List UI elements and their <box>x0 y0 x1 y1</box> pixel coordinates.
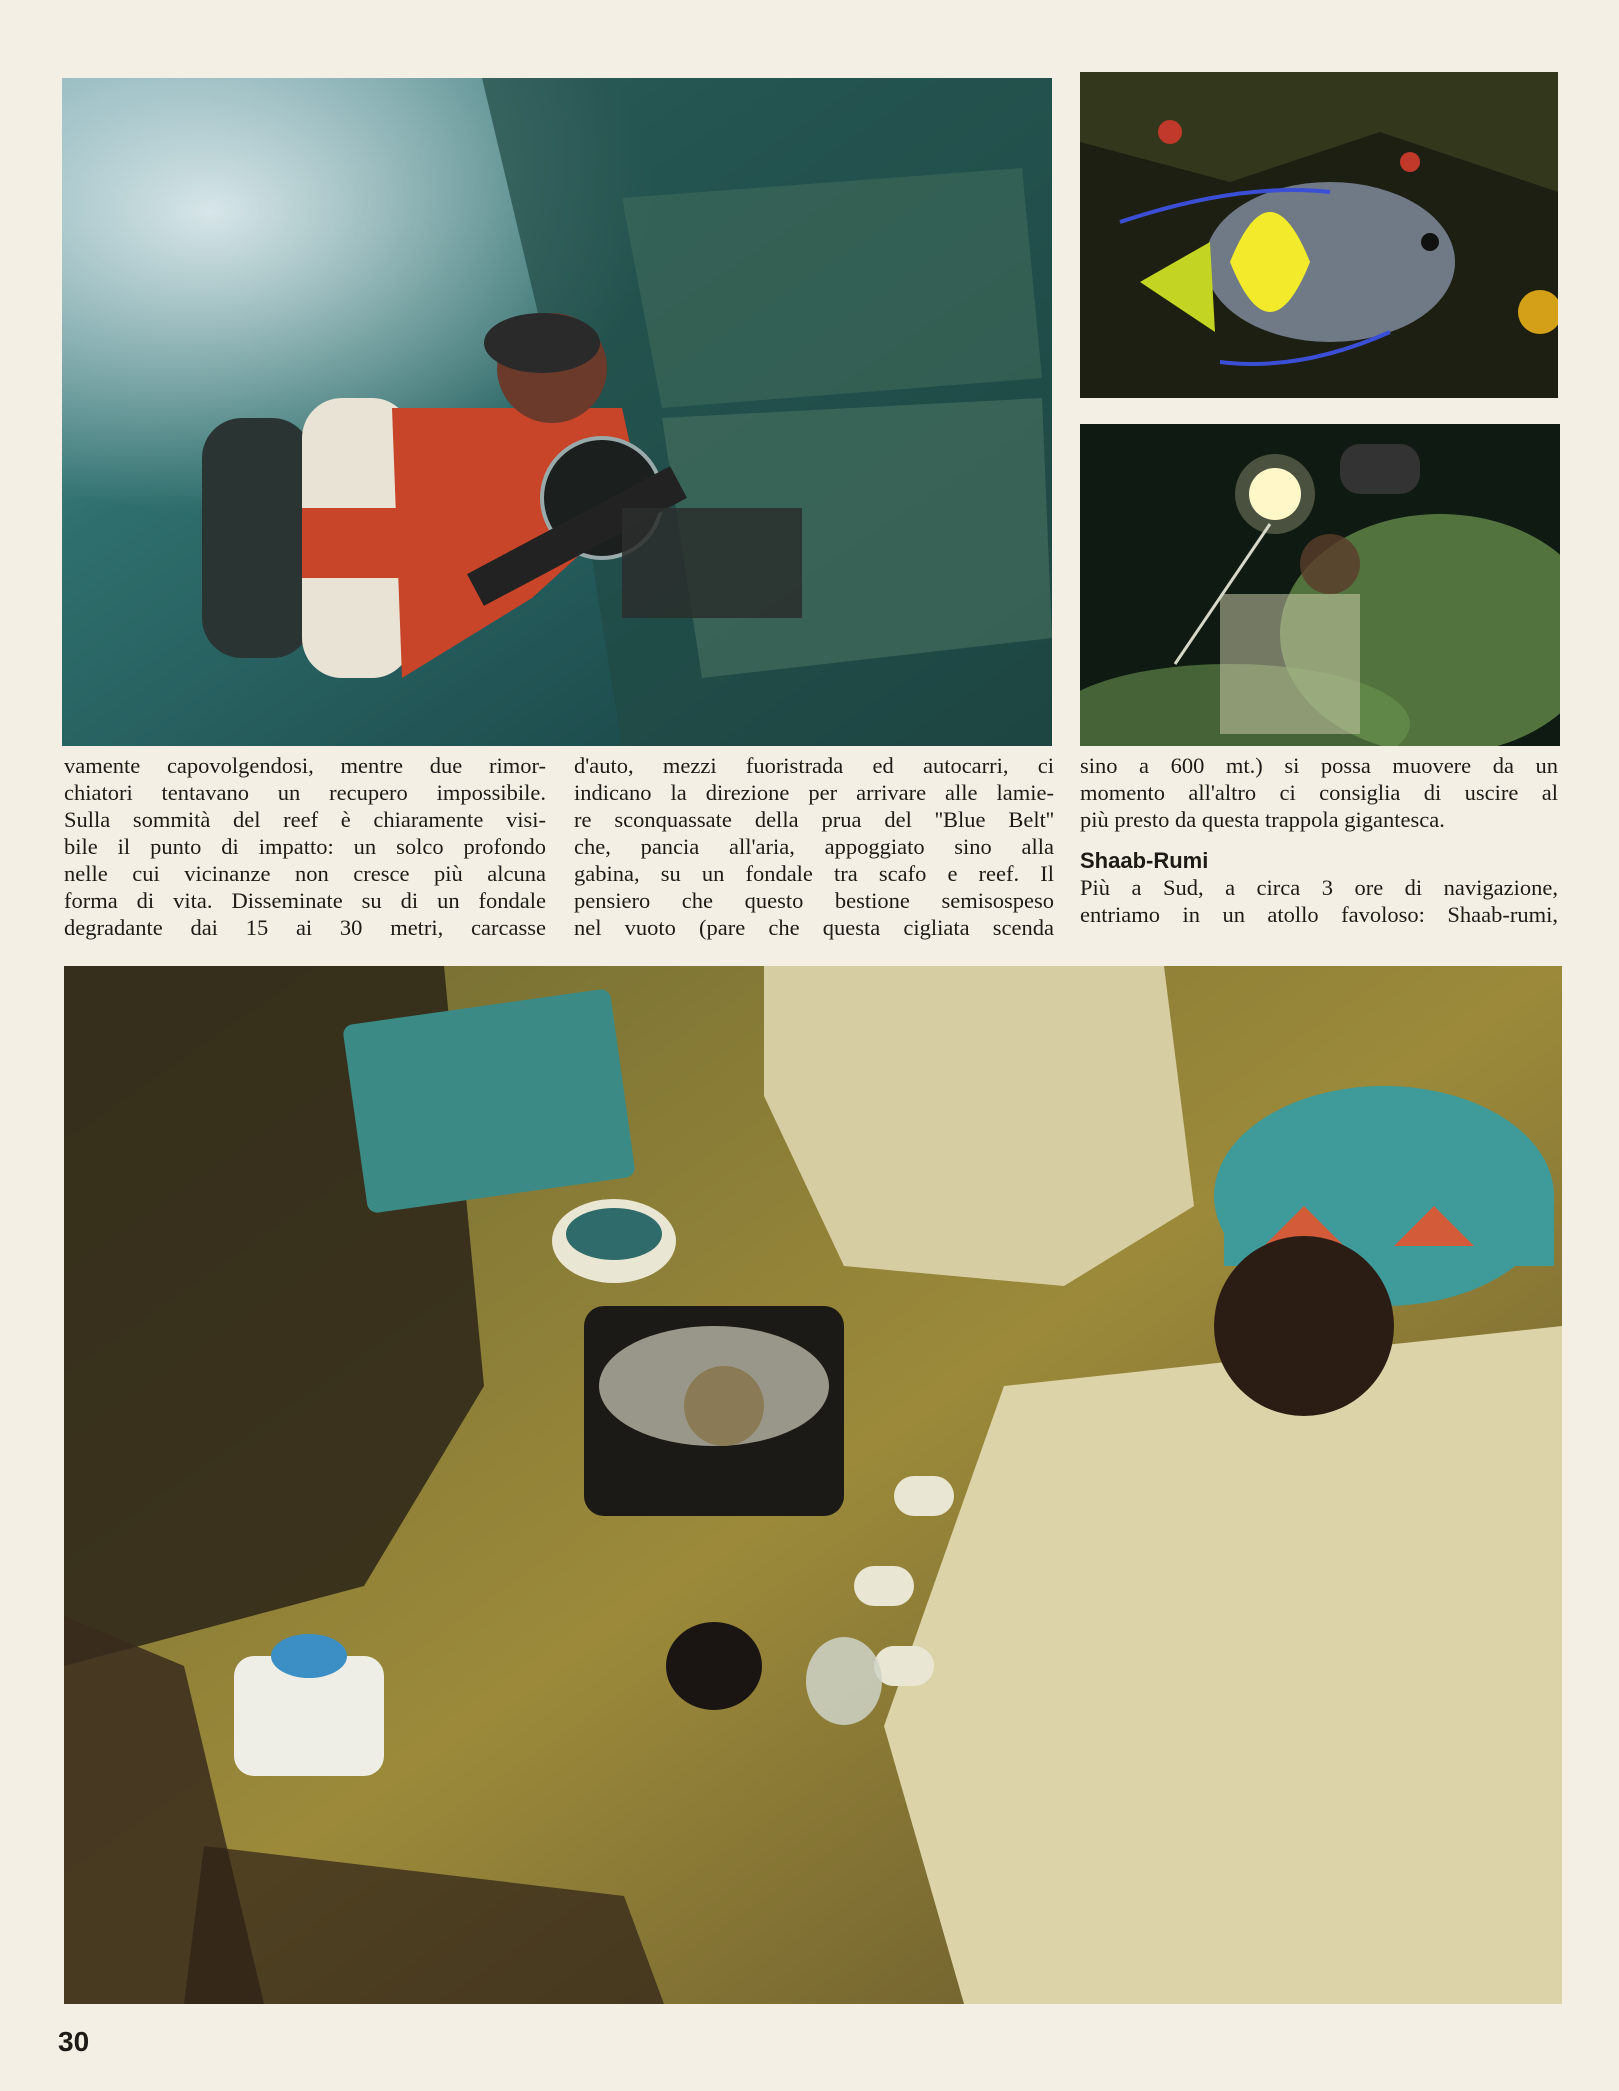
article-column-2 <box>574 752 1054 964</box>
article-column-1 <box>64 752 546 964</box>
article-column-3 <box>1080 752 1558 964</box>
photo-men-tea-on-deck <box>64 966 1562 2004</box>
text-line: d'auto, mezzi fuoristrada ed autocarri, ci <box>574 753 1054 778</box>
section-subheading: Shaab-Rumi <box>1080 848 1209 873</box>
text-line: degradante dai 15 ai 30 metri, carcasse <box>64 915 546 940</box>
text-line: re sconquassate della prua del ''Blue Belt'' <box>574 807 1054 832</box>
text-line: che, pancia all'aria, appoggiato sino alla <box>574 834 1054 859</box>
text-line: Sulla sommità del reef è chiaramente visi- <box>64 807 546 832</box>
text-line: momento all'altro ci consiglia di uscire al <box>1080 780 1558 805</box>
text-line: più presto da questa trappola gigantesca. <box>1080 807 1445 832</box>
text-line: pensiero che questo bestione semisospeso <box>574 888 1054 913</box>
text-line: chiatori tentavano un recupero impossibile. <box>64 780 546 805</box>
text-line: gabina, su un fondale tra scafo e reef. Il <box>574 861 1054 886</box>
page-number: 30 <box>58 2026 90 2057</box>
text-line: vamente capovolgendosi, mentre due rimor- <box>64 753 546 778</box>
text-line: sino a 600 mt.) si possa muovere da un <box>1080 753 1558 778</box>
text-line: Più a Sud, a circa 3 ore di navigazione, <box>1080 875 1558 900</box>
text-line: bile il punto di impatto: un solco profondo <box>64 834 546 859</box>
text-line: indicano la direzione per arrivare alle lamie- <box>574 780 1054 805</box>
text-line: entriamo in un atollo favoloso: Shaab-rumi, <box>1080 902 1558 927</box>
text-line: nelle cui vicinanze non cresce più alcuna <box>64 861 546 886</box>
photo-lionfish <box>1080 424 1560 746</box>
text-line: nel vuoto (pare che questa cigliata scenda <box>574 915 1054 940</box>
photo-angelfish <box>1080 72 1558 398</box>
photo-diver-at-wreck <box>62 78 1052 746</box>
text-line: forma di vita. Disseminate su di un fondale <box>64 888 546 913</box>
